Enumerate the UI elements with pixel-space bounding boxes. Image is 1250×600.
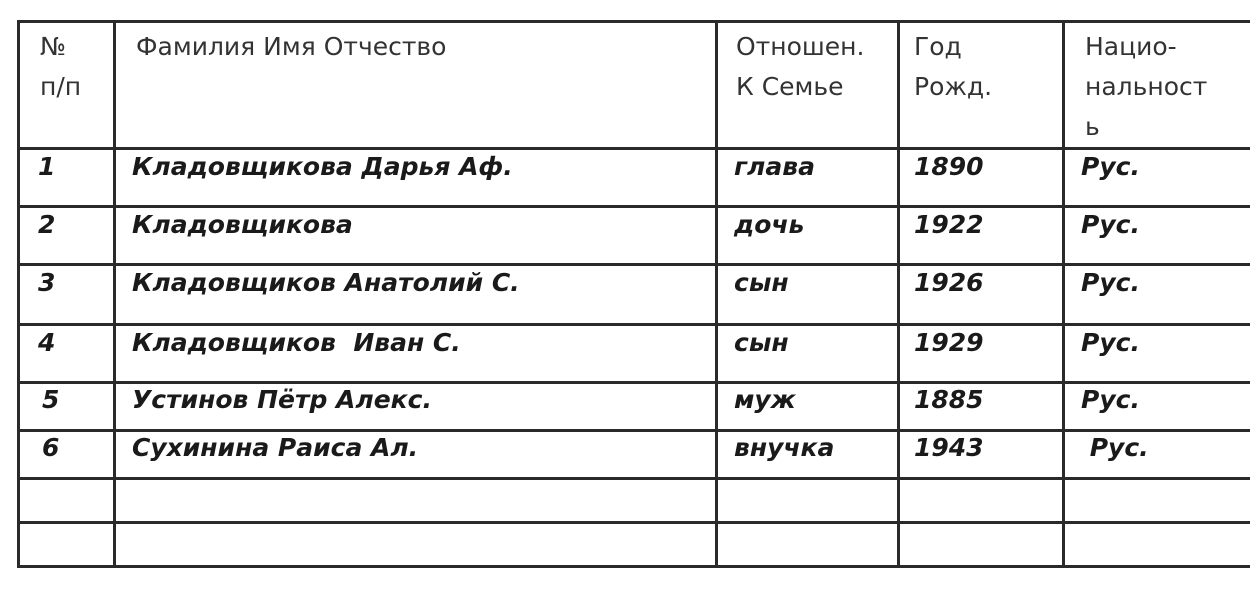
header-birth-year — [899, 22, 1064, 149]
header-full-name-line-1: Фамилия Имя Отчество — [136, 32, 447, 61]
relation: дочь — [734, 210, 805, 239]
relation-cell — [717, 265, 899, 325]
birth-year-cell — [899, 523, 1064, 567]
full-name — [116, 480, 715, 483]
full-name: Кладовщиков Иван С. — [132, 328, 461, 357]
header-relation-line-1: Отношен. — [736, 32, 865, 61]
full-name: Кладовщикова — [132, 210, 353, 239]
row-number-cell — [19, 325, 115, 383]
nationality-cell — [1064, 431, 1250, 479]
family-table — [17, 20, 1250, 568]
birth-year: 1885 — [914, 385, 984, 414]
full-name: Кладовщикова Дарья Аф. — [132, 152, 513, 181]
table-row — [19, 325, 1250, 383]
full-name-cell — [115, 523, 717, 567]
relation-cell — [717, 325, 899, 383]
nationality: Рус. — [1081, 328, 1140, 357]
nationality-cell — [1064, 523, 1250, 567]
nationality: Рус. — [1081, 433, 1149, 462]
full-name-cell — [115, 383, 717, 431]
nationality-cell — [1064, 383, 1250, 431]
row-number: 5 — [42, 385, 60, 414]
full-name — [116, 524, 715, 527]
full-name-cell — [115, 431, 717, 479]
table-row — [19, 383, 1250, 431]
full-name-cell — [115, 265, 717, 325]
relation-cell — [717, 479, 899, 523]
nationality-cell — [1064, 479, 1250, 523]
birth-year: 1929 — [914, 328, 984, 357]
birth-year — [900, 480, 1062, 483]
full-name-cell — [115, 207, 717, 265]
table-row — [19, 265, 1250, 325]
nationality: Рус. — [1081, 210, 1140, 239]
birth-year-cell — [899, 431, 1064, 479]
header-nationality — [1064, 22, 1250, 149]
relation — [718, 480, 897, 483]
nationality: Рус. — [1081, 152, 1140, 181]
relation: сын — [734, 328, 789, 357]
header-number — [19, 22, 115, 149]
row-number-cell — [19, 479, 115, 523]
header-nationality-line-2: нальност — [1085, 72, 1208, 101]
row-number — [20, 524, 113, 527]
table-row — [19, 207, 1250, 265]
header-relation — [717, 22, 899, 149]
full-name: Сухинина Раиса Ал. — [132, 433, 419, 462]
table-row — [19, 431, 1250, 479]
row-number: 3 — [38, 268, 56, 297]
relation — [718, 524, 897, 527]
nationality-cell — [1064, 207, 1250, 265]
birth-year-cell — [899, 325, 1064, 383]
full-name-cell — [115, 325, 717, 383]
birth-year: 1943 — [914, 433, 984, 462]
row-number-cell — [19, 431, 115, 479]
nationality: Рус. — [1081, 268, 1140, 297]
birth-year-cell — [899, 265, 1064, 325]
row-number: 2 — [38, 210, 56, 239]
full-name: Кладовщиков Анатолий С. — [132, 268, 520, 297]
header-relation-line-2: К Семье — [736, 72, 844, 101]
birth-year-cell — [899, 383, 1064, 431]
nationality-cell — [1064, 265, 1250, 325]
row-number: 1 — [38, 152, 56, 181]
relation-cell — [717, 523, 899, 567]
row-number: 4 — [38, 328, 56, 357]
row-number: 6 — [42, 433, 60, 462]
table-row — [19, 479, 1250, 523]
relation-cell — [717, 383, 899, 431]
nationality: Рус. — [1081, 385, 1140, 414]
birth-year-cell — [899, 149, 1064, 207]
header-nationality-line-1: Нацио- — [1085, 32, 1177, 61]
birth-year-cell — [899, 207, 1064, 265]
row-number-cell — [19, 383, 115, 431]
birth-year: 1926 — [914, 268, 984, 297]
relation: глава — [734, 152, 815, 181]
full-name: Устинов Пётр Алекс. — [132, 385, 432, 414]
relation-cell — [717, 431, 899, 479]
nationality — [1065, 524, 1250, 527]
header-birth-year-line-1: Год — [914, 32, 962, 61]
relation: муж — [734, 385, 796, 414]
birth-year: 1890 — [914, 152, 984, 181]
row-number-cell — [19, 207, 115, 265]
table-row — [19, 149, 1250, 207]
birth-year-cell — [899, 479, 1064, 523]
header-number-line-1: № — [40, 32, 67, 61]
full-name-cell — [115, 149, 717, 207]
table-header-row — [19, 22, 1250, 149]
birth-year: 1922 — [914, 210, 984, 239]
nationality-cell — [1064, 149, 1250, 207]
relation-cell — [717, 149, 899, 207]
relation: внучка — [734, 433, 835, 462]
full-name-cell — [115, 479, 717, 523]
row-number — [20, 480, 113, 483]
nationality — [1065, 480, 1250, 483]
header-full-name — [115, 22, 717, 149]
header-nationality-line-3: ь — [1085, 112, 1100, 141]
relation-cell — [717, 207, 899, 265]
row-number-cell — [19, 149, 115, 207]
header-number-line-2: п/п — [40, 72, 82, 101]
header-birth-year-line-2: Рожд. — [914, 72, 993, 101]
row-number-cell — [19, 265, 115, 325]
table-row — [19, 523, 1250, 567]
birth-year — [900, 524, 1062, 527]
relation: сын — [734, 268, 789, 297]
nationality-cell — [1064, 325, 1250, 383]
row-number-cell — [19, 523, 115, 567]
